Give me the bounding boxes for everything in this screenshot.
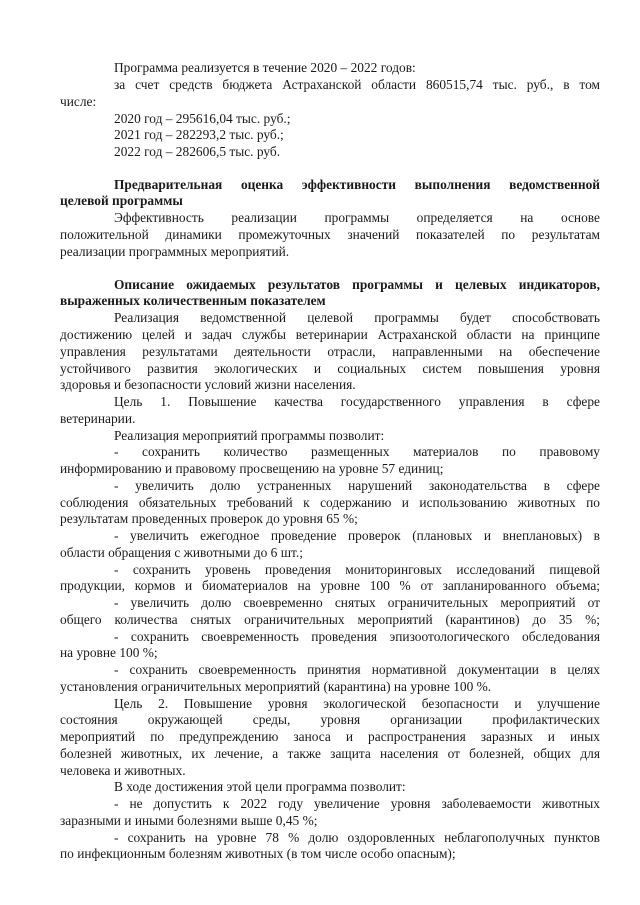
- text-line: заразными и иными болезнями выше 0,45 %;: [60, 813, 318, 828]
- list-item: - сохранить своевременность проведения эпизоотологического обследования: [114, 629, 600, 644]
- text-line: управления результатами деятельности отрасли, направленными на обеспечение: [60, 344, 600, 359]
- list-item: - увеличить долю своевременно снятых ограничительных мероприятий от: [114, 595, 600, 610]
- text-line: по инфекционным болезням животных (в том числе особо опасным);: [60, 846, 456, 861]
- text-line: Программа реализуется в течение 2020 – 2022 годов:: [114, 60, 416, 75]
- text-line: 2022 год – 282606,5 тыс. руб.: [114, 144, 281, 159]
- text-line: достижению целей и задач службы ветеринарии Астраханской области на принципе: [60, 327, 600, 342]
- text-line: состояния окружающей среды, уровня организации профилактических: [60, 712, 600, 727]
- text-line: области обращения с животными до 6 шт.;: [60, 545, 303, 560]
- text-line: 2020 год – 295616,04 тыс. руб.;: [114, 111, 291, 126]
- text-line: устойчивого развития экологических и социальных систем повышения уровня: [60, 361, 600, 376]
- text-line: болезней животных, их лечение, а также защита населения от болезней, общих для: [60, 746, 600, 761]
- text-line: информированию и правовому просвещению на уровне 57 единиц;: [60, 461, 444, 476]
- text-line: Реализация мероприятий программы позволит:: [114, 428, 385, 443]
- text-line: общего количества снятых ограничительных мероприятий (карантинов) до 35 %;: [60, 612, 600, 627]
- list-item: - увеличить ежегодное проведение проверок (плановых и внеплановых) в: [114, 528, 600, 543]
- text-line: продукции, кормов и биоматериалов на уровне 100 % от запланированного объема;: [60, 578, 600, 593]
- text-line: установления ограничительных мероприятий (карантина) на уровне 100 %.: [60, 679, 492, 694]
- text-line: числе:: [60, 94, 97, 109]
- list-item: - сохранить количество размещенных материалов по правовому: [114, 444, 600, 459]
- text-line: человека и животных.: [60, 763, 186, 778]
- section-heading: выраженных количественным показателем: [60, 293, 326, 308]
- list-item: - сохранить уровень проведения мониторинговых исследований пищевой: [114, 562, 600, 577]
- section-heading: целевой программы: [60, 193, 183, 208]
- text-line: мероприятий по предупреждению заноса и распространения заразных и иных: [60, 729, 600, 744]
- text-line: ветеринарии.: [60, 411, 136, 426]
- text-line: Цель 2. Повышение уровня экологической безопасности и улучшение: [114, 696, 600, 711]
- text-line: В ходе достижения этой цели программа позволит:: [114, 779, 406, 794]
- text-line: соблюдения обязательных требований к содержанию и использованию животных по: [60, 495, 600, 510]
- text-line: на уровне 100 %;: [60, 645, 158, 660]
- list-item: - увеличить долю устраненных нарушений законодательства в сфере: [114, 478, 600, 493]
- section-heading: Предварительная оценка эффективности выполнения ведомственной: [114, 177, 600, 192]
- list-item: - сохранить своевременность принятия нормативной документации в целях: [114, 662, 600, 677]
- section-heading: Описание ожидаемых результатов программы и целевых индикаторов,: [114, 277, 600, 292]
- text-line: результатам проведенных проверок до уровня 65 %;: [60, 511, 358, 526]
- text-line: Цель 1. Повышение качества государственного управления в сфере: [114, 394, 600, 409]
- list-item: - сохранить на уровне 78 % долю оздоровленных неблагополучных пунктов: [114, 830, 600, 845]
- text-line: за счет средств бюджета Астраханской области 860515,74 тыс. руб., в том: [114, 77, 600, 92]
- text-line: положительной динамики промежуточных значений показателей по результатам: [60, 227, 600, 242]
- text-line: Эффективность реализации программы определяется на основе: [114, 210, 600, 225]
- text-line: Реализация ведомственной целевой программы будет способствовать: [114, 310, 600, 325]
- text-line: реализации программных мероприятий.: [60, 244, 290, 259]
- text-line: здоровья и безопасности условий жизни населения.: [60, 377, 356, 392]
- list-item: - не допустить к 2022 году увеличение уровня заболеваемости животных: [114, 796, 600, 811]
- text-line: 2021 год – 282293,2 тыс. руб.;: [114, 127, 284, 142]
